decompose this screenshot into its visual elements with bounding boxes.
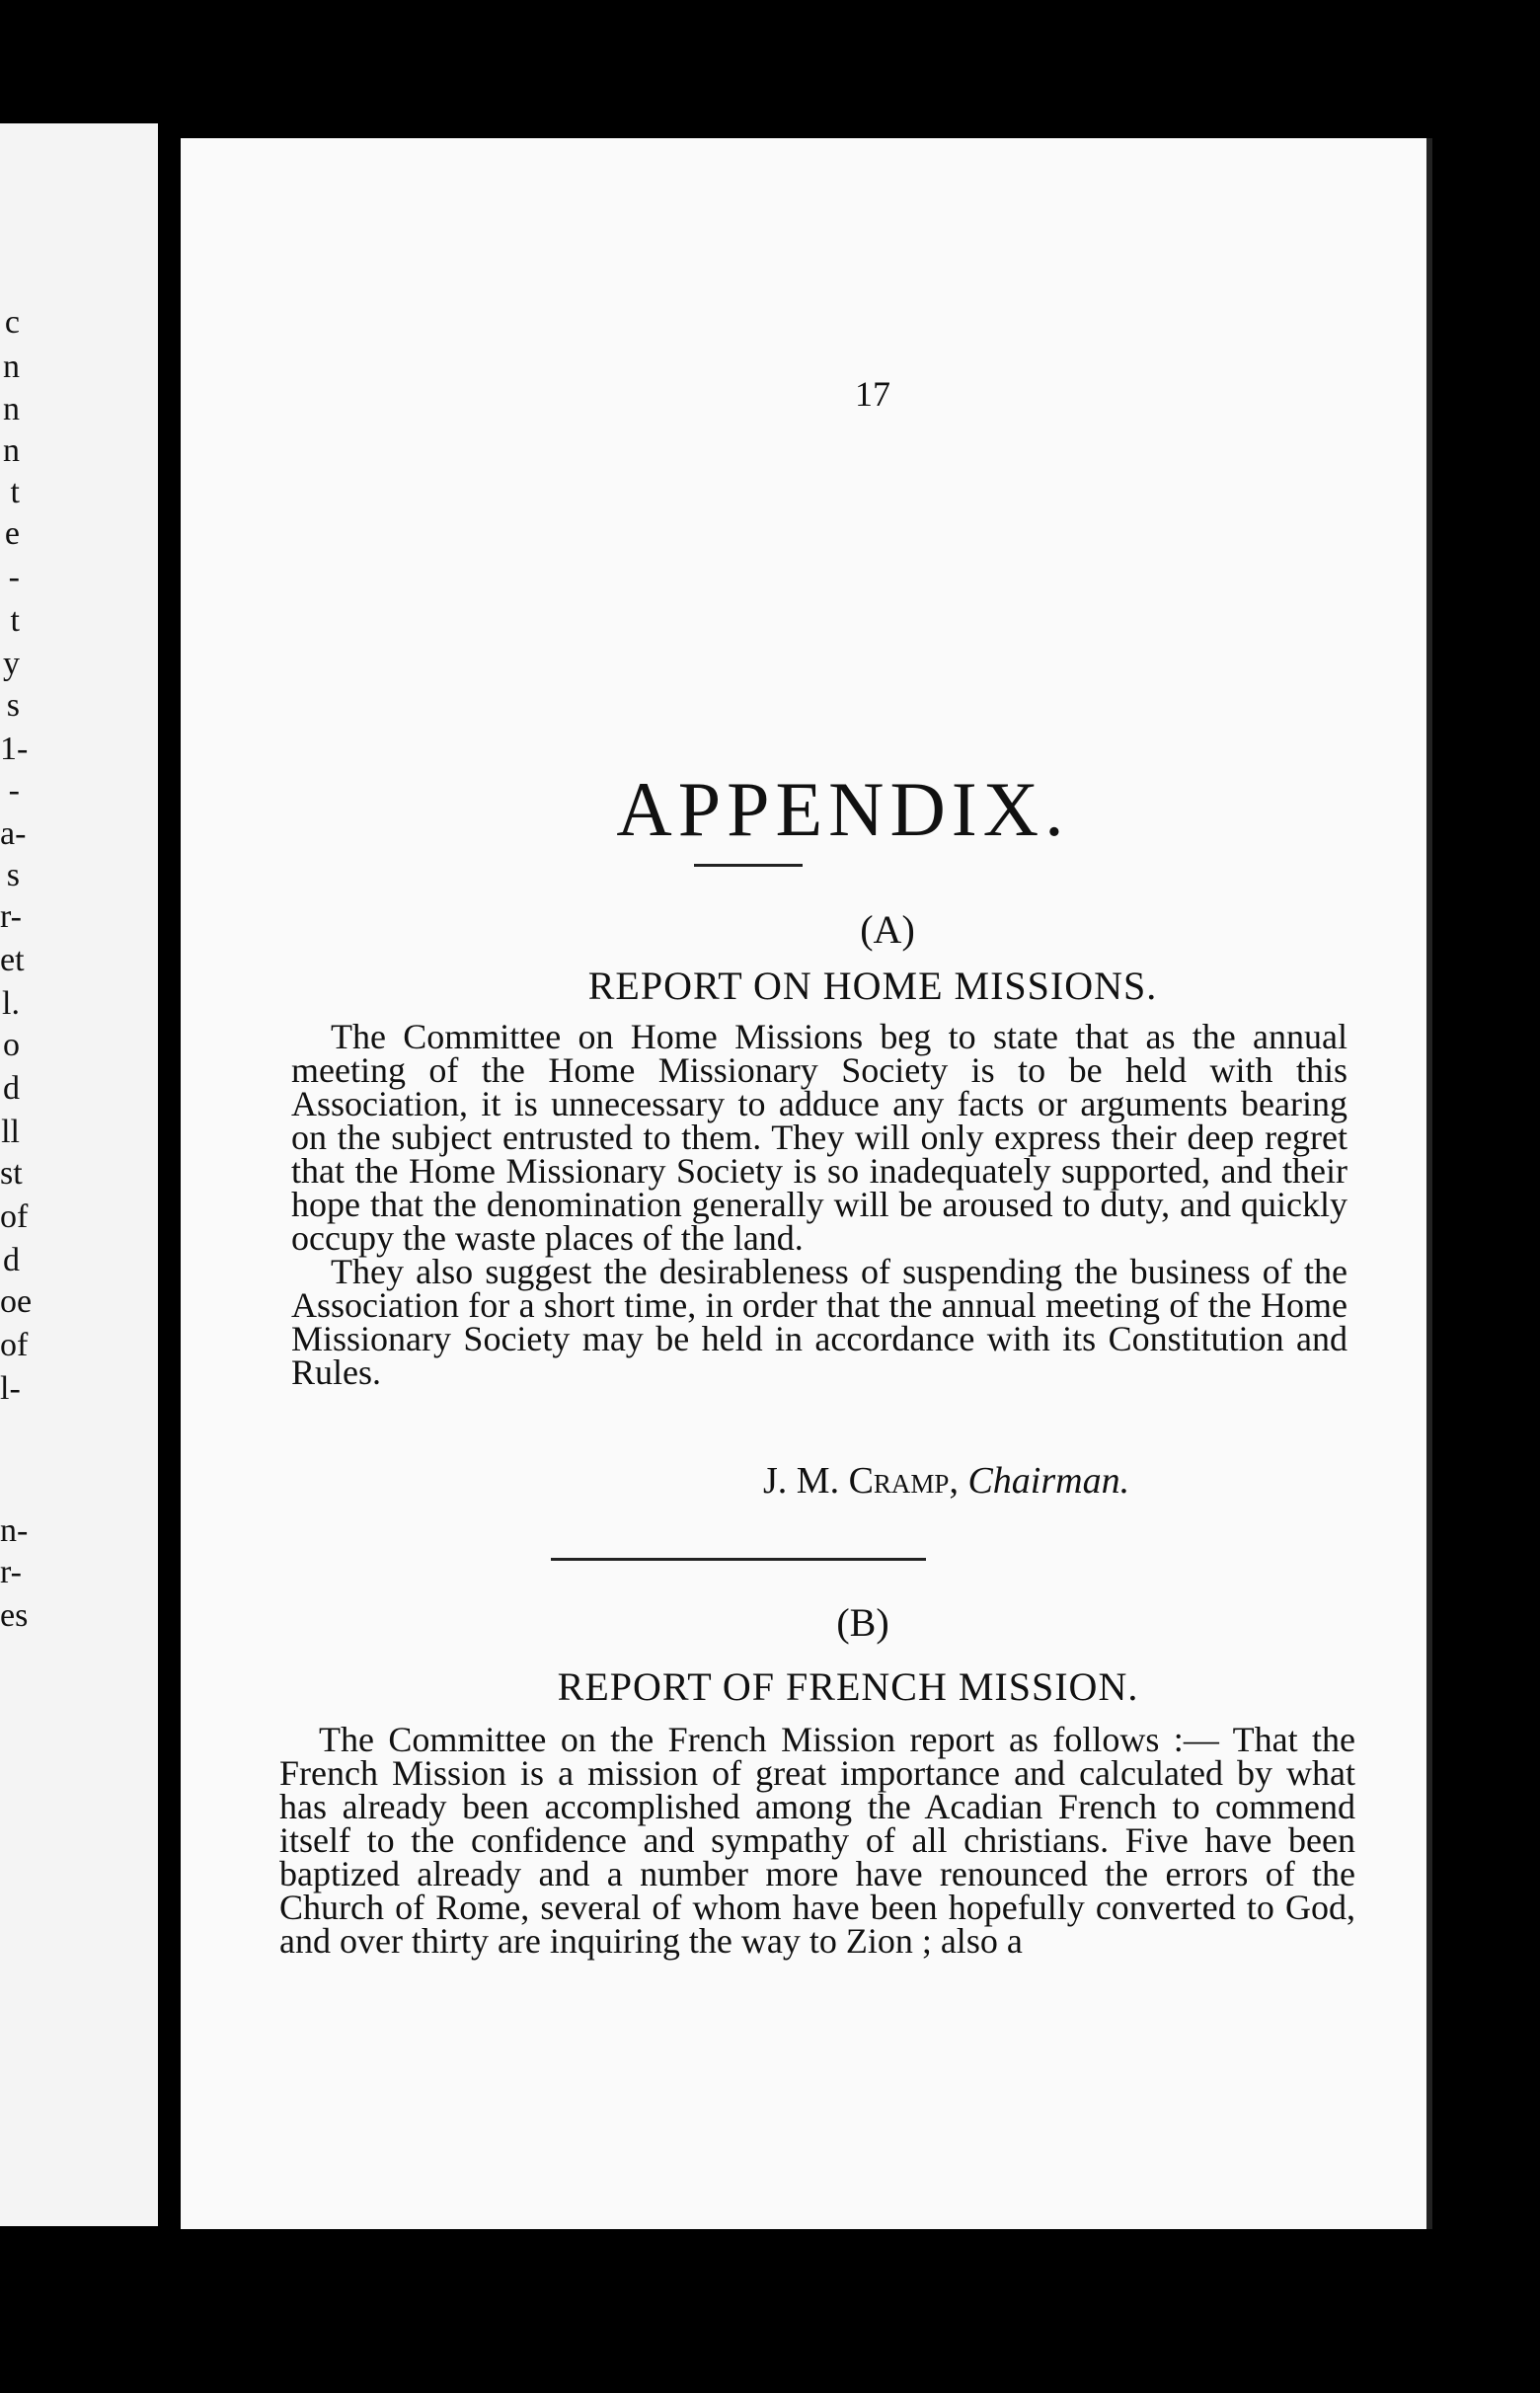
margin-character: r- bbox=[0, 1554, 22, 1590]
section-b-body bbox=[279, 1720, 1355, 1961]
signatory-title: Chairman. bbox=[967, 1460, 1130, 1502]
section-a-label: (A) bbox=[860, 907, 915, 952]
margin-character: n bbox=[3, 348, 20, 385]
margin-character: d bbox=[3, 1070, 20, 1107]
facing-page-edge bbox=[0, 123, 158, 2226]
margin-character: o bbox=[3, 1027, 20, 1063]
margin-character: t bbox=[10, 602, 20, 639]
signature bbox=[763, 1459, 1129, 1503]
margin-character: a- bbox=[0, 815, 27, 852]
section-a-body bbox=[291, 1017, 1348, 1392]
margin-character: n bbox=[3, 391, 20, 427]
margin-character: e bbox=[4, 515, 20, 552]
margin-character: n- bbox=[0, 1512, 29, 1549]
margin-character: - bbox=[8, 559, 20, 595]
appendix-title: APPENDIX. bbox=[616, 766, 1070, 852]
margin-character: n bbox=[3, 432, 20, 469]
margin-character: t bbox=[10, 474, 20, 510]
margin-character: d bbox=[3, 1242, 20, 1278]
paragraph: The Committee on the French Mission report as follows :— That the French Mission is a mission of great importance and calculated by what has already been accomplished among the Acadian French to commend itself to the confidence and sympathy of all christians. Five have been baptized already and a number more have renounced the errors of the Church of Rome, several of whom have been hopefully converted to God, and over thirty are inquiring the way to Zion ; also a bbox=[279, 1720, 1355, 1961]
margin-character: s bbox=[6, 857, 20, 893]
margin-character: of bbox=[0, 1327, 29, 1363]
margin-character: l- bbox=[0, 1370, 21, 1407]
section-b-heading: REPORT OF FRENCH MISSION. bbox=[557, 1664, 1139, 1709]
paragraph: They also suggest the desirableness of suspending the business of the Association for a short time, in order that the annual meeting of the Home Missionary Society may be held in accordance with its Constitution and Rules. bbox=[291, 1252, 1348, 1392]
book-page bbox=[181, 138, 1432, 2229]
title-rule bbox=[694, 864, 803, 867]
margin-character: l. bbox=[2, 985, 20, 1022]
signatory-name: J. M. Cramp, bbox=[763, 1460, 959, 1502]
margin-character: - bbox=[8, 772, 20, 809]
margin-character: s bbox=[6, 687, 20, 724]
margin-character: 1- bbox=[0, 731, 29, 767]
margin-character: c bbox=[4, 304, 20, 341]
margin-character: ll bbox=[1, 1114, 20, 1150]
section-a-heading: REPORT ON HOME MISSIONS. bbox=[587, 964, 1158, 1008]
margin-character: r- bbox=[0, 898, 22, 935]
margin-character: oe bbox=[0, 1283, 33, 1320]
section-divider bbox=[551, 1558, 926, 1561]
page-number: 17 bbox=[855, 374, 890, 414]
section-b-label: (B) bbox=[836, 1600, 889, 1645]
margin-character: y bbox=[3, 646, 20, 682]
paragraph: The Committee on Home Missions beg to state that as the annual meeting of the Home Missionary Society is to be held with this Association, it is unnecessary to adduce any facts or arguments bearing on the subject entrusted to them. They will only express their deep regret that the Home Missionary Society is so inadequately supported, and their hope that the denomination generally will be aroused to duty, and quickly occupy the waste places of the land. bbox=[291, 1017, 1348, 1258]
margin-character: st bbox=[0, 1155, 23, 1192]
margin-character: of bbox=[0, 1198, 29, 1235]
margin-character: es bbox=[0, 1597, 29, 1634]
margin-character: et bbox=[0, 942, 25, 978]
